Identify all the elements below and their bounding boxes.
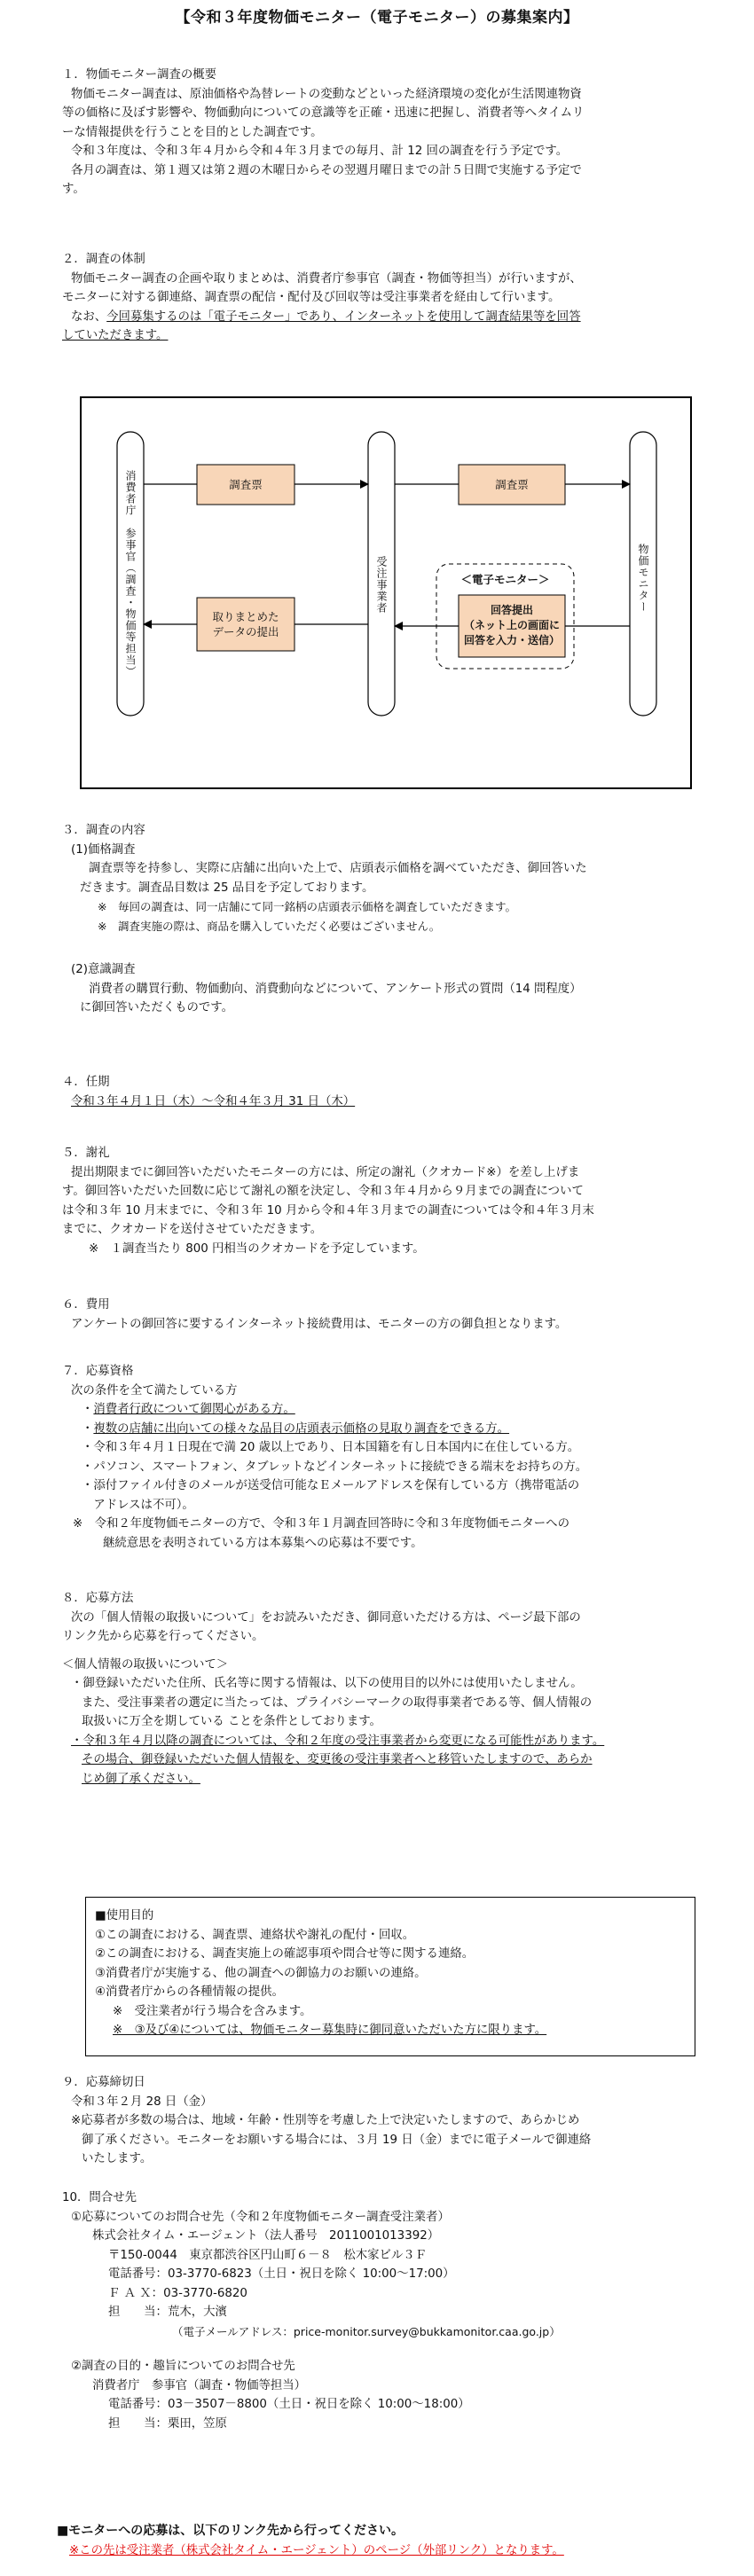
- subheading: (2)意識調査: [71, 963, 136, 976]
- contractor-label: 受注事業者: [375, 555, 388, 614]
- paragraph-line: モニターに対する御連絡、調査票の配信・配付及び回収等は受注事業者を経由して行います。: [62, 291, 561, 304]
- section-structure: [62, 250, 710, 346]
- external-link-notice[interactable]: ※この先は受注業者（株式会社タイム・エージェント）のページ（外部リンク）となります。: [69, 2543, 564, 2557]
- box-heading: ■使用目的: [95, 1909, 154, 1922]
- paragraph-line: していただきます。: [62, 329, 169, 342]
- purpose-item: ①この調査における、調査票、連絡状や謝礼の配付・回収。: [95, 1928, 415, 1942]
- contact-person: 担 当：荒木，大濱: [108, 2306, 227, 2319]
- section-heading: ４．任期: [62, 1076, 110, 1089]
- answer-label: 回答提出 （ネット上の画面に 回答を入力・送信）: [463, 604, 560, 646]
- contact-fax: Ｆ Ａ Ｘ：03-3770-6820: [108, 2286, 247, 2300]
- section-eligibility: [62, 1362, 710, 1553]
- paragraph-line: ・御登録いただいた住所、氏名等に関する情報は、以下の使用目的以外には使用いたしません。: [71, 1677, 583, 1690]
- contact-tel: 電話番号：03－3507－8800（土日・祝日を除く 10:00～18:00）: [108, 2398, 470, 2411]
- subheading: (1)価格調査: [71, 842, 136, 857]
- compile-label: 取りまとめた データの提出: [212, 610, 279, 638]
- usage-purpose-box: [85, 1897, 695, 2056]
- note-line: 継続意思を表明されている方は本募集への応募は不要です。: [103, 1536, 423, 1550]
- paragraph-line: 提出期限までに御回答いただいたモニターの方には、所定の謝礼（クオカード※）を差し上げま: [71, 1165, 580, 1179]
- eligibility-item: ・複数の店舗に出向いての様々な品目の店頭表示価格の見取り調査をできる方。: [82, 1421, 510, 1436]
- purpose-item: ②この調査における、調査実施上の確認事項や問合せ等に関する連絡。: [95, 1947, 475, 1961]
- eligibility-item: ・添付ファイル付きのメールが送受信可能なＥメールアドレスを保有している方（携帯電話の: [82, 1479, 580, 1492]
- section-application: [62, 1589, 710, 1789]
- note-line: ※応募者が多数の場合は、地域・年齢・性別等を考慮した上で決定いたしますので、あらかじめ: [71, 2114, 580, 2127]
- paragraph-line: 次の「個人情報の取扱いについて」をお読みいただき、御同意いただける方は、ページ最下部の: [71, 1610, 581, 1625]
- page-title: 【令和３年度物価モニター（電子モニター）の募集案内】: [175, 9, 579, 27]
- note-line: ※ 受注業者が行う場合を含みます。: [113, 2004, 312, 2018]
- contact-tel: 電話番号：03-3770-6823（土日・祝日を除く 10:00～17:00）: [108, 2267, 455, 2281]
- paragraph-line: ーな情報提供を行うことを目的とした調査です。: [62, 125, 323, 139]
- application-link-notice: ■モニターへの応募は、以下のリンク先から行ってください。: [57, 2524, 404, 2538]
- section-deadline: [62, 2073, 710, 2169]
- paragraph-line: だきます。調査品目数は 25 品目を予定しております。: [80, 881, 374, 895]
- section-heading: ９．応募締切日: [62, 2076, 145, 2089]
- monitor-label: 物価モニター: [637, 544, 649, 613]
- paragraph-line: 調査票等を持参し、実際に店舗に出向いた上で、店頭表示価格を調べていただき、御回答いた: [89, 862, 587, 875]
- eligibility-item: ・消費者行政について御関心がある方。: [82, 1403, 295, 1416]
- section-heading: ２．調査の体制: [62, 253, 145, 266]
- contact-email[interactable]: （電子メールアドレス：price-monitor.survey@bukkamonitor.caa.go.jp）: [172, 2324, 561, 2338]
- paragraph-line: ・令和３年４月以降の調査については、令和２年度の受注事業者から変更になる可能性があります。: [71, 1734, 605, 1748]
- section-cost: [62, 1296, 710, 1334]
- note-line: ※ 調査実施の際は、商品を購入していただく必要はございません。: [98, 919, 441, 933]
- emonitor-label: ＜電子モニター＞: [460, 573, 550, 586]
- note-line: ※ 毎回の調査は、同一店舗にて同一銘柄の店頭表示価格を調査していただきます。: [98, 900, 516, 913]
- deadline-date: 令和３年２月 28 日（金）: [71, 2094, 213, 2109]
- note-line: ※ 令和２年度物価モニターの方で、令和３年１月調査回答時に令和３年度物価モニターへの: [73, 1517, 569, 1531]
- structure-diagram: [80, 396, 692, 789]
- contact-address: 〒150-0044 東京都渋谷区円山町６－８ 松木家ビル３Ｆ: [108, 2248, 428, 2262]
- section-heading: ８．応募方法: [62, 1592, 134, 1605]
- paragraph-line: す。御回答いただいた回数に応じて謝礼の額を決定し、令和３年４月から９月までの調査について: [62, 1185, 584, 1198]
- purpose-item: ④消費者庁からの各種情報の提供。: [95, 1985, 284, 1999]
- survey-label-2: 調査票: [495, 478, 529, 491]
- contact-org: 消費者庁 参事官（調査・物価等担当）: [92, 2378, 307, 2392]
- note-line: 御了承ください。モニターをお願いする場合には、３月 19 日（金）までに電子メールで御連絡: [82, 2133, 592, 2147]
- section-term: [62, 1073, 710, 1111]
- paragraph-line: その場合、御登録いただいた個人情報を、変更後の受注事業者へと移管いたしますので、あらか: [82, 1753, 593, 1766]
- contact-company: 株式会社タイム・エージェント（法人番号 2011001013392）: [92, 2229, 440, 2243]
- paragraph-line: また、受注事業者の選定に当たっては、プライバシーマークの取得事業者である等、個人情報の: [82, 1695, 593, 1710]
- agency-label: 消費者庁 参事官（調査・物価等担当）: [124, 470, 137, 677]
- paragraph-line: リンク先から応募を行ってください。: [62, 1630, 264, 1643]
- term-text: 令和３年４月１日（木）～令和４年３月 31 日（木）: [71, 1094, 356, 1108]
- paragraph-line: までに、クオカードを送付させていただきます。: [62, 1223, 323, 1236]
- note-line: ※ １調査当たり 800 円相当のクオカードを予定しています。: [89, 1241, 425, 1256]
- contact-person: 担 当：栗田，笠原: [108, 2416, 227, 2431]
- paragraph-line: は令和３年 10 月末までに、令和３年 10 月から令和４年３月までの調査については令和４年３月末: [62, 1203, 594, 1218]
- paragraph-line: 令和３年度は、令和３年４月から令和４年３月までの毎月、計 12 回の調査を行う予定です。: [71, 145, 569, 158]
- paragraph-line: 消費者の購買行動、物価動向、消費動向などについて、アンケート形式の質問（14 問程度）: [89, 982, 582, 996]
- section-overview: [62, 66, 710, 200]
- section-content: [62, 821, 710, 1018]
- paragraph-line: 等の価格に及ぼす影響や、物価動向についての意識等を正確・迅速に把握し、消費者等へタイムリ: [62, 106, 585, 120]
- paragraph-line: に御回答いただくものです。: [80, 1001, 234, 1014]
- paragraph-line: 物価モニター調査の企画や取りまとめは、消費者庁参事官（調査・物価等担当）が行いますが、: [71, 271, 582, 286]
- eligibility-item: ・令和３年４月１日現在で満 20 歳以上であり、日本国籍を有し日本国内に在住している方。: [82, 1441, 580, 1454]
- survey-label-1: 調査票: [229, 478, 263, 491]
- note-line: いたします。: [82, 2152, 153, 2165]
- paragraph-line: じめ御了承ください。: [82, 1772, 200, 1786]
- paragraph-line: 物価モニター調査は、原油価格や為替レートの変動などといった経済環境の変化が生活関連物資: [71, 87, 582, 101]
- section-heading: ６．費用: [62, 1298, 110, 1311]
- paragraph-line: 各月の調査は、第１週又は第２週の木曜日からその翌週月曜日までの計５日間で実施する予定で: [71, 163, 582, 177]
- paragraph-line: す。: [62, 183, 85, 196]
- purpose-item: ③消費者庁が実施する、他の調査への御協力のお願いの連絡。: [95, 1966, 427, 1980]
- privacy-heading: ＜個人情報の取扱いについて＞: [62, 1657, 229, 1672]
- paragraph-line: なお、今回募集するのは「電子モニター」であり、インターネットを使用して調査結果等を回答: [71, 309, 581, 324]
- section-heading: ３．調査の内容: [62, 824, 145, 837]
- paragraph-line: アンケートの御回答に要するインターネット接続費用は、モニターの方の御負担となります。: [71, 1317, 568, 1331]
- section-heading: ７．応募資格: [62, 1365, 134, 1378]
- paragraph-line: 次の条件を全て満たしている方: [71, 1383, 238, 1398]
- contact-heading: ②調査の目的・趣旨についてのお問合せ先: [71, 2360, 295, 2373]
- section-reward: [62, 1144, 710, 1258]
- eligibility-item: アドレスは不可）。: [82, 1498, 194, 1512]
- section-heading: ５．謝礼: [62, 1147, 110, 1160]
- section-contact: [62, 2188, 710, 2433]
- footer: [57, 2522, 731, 2560]
- paragraph-line: 取扱いに万全を期している ことを条件としております。: [82, 1715, 381, 1728]
- eligibility-item: ・パソコン、スマートフォン、タブレットなどインターネットに接続できる端末をお持ちの方。: [82, 1460, 588, 1474]
- section-heading: 10．問合せ先: [62, 2191, 137, 2204]
- contact-heading: ①応募についてのお問合せ先（令和２年度物価モニター調査受注業者）: [71, 2210, 450, 2224]
- section-heading: １．物価モニター調査の概要: [62, 68, 217, 82]
- note-line: ※ ③及び④については、物価モニター募集時に御同意いただいた方に限ります。: [113, 2024, 547, 2037]
